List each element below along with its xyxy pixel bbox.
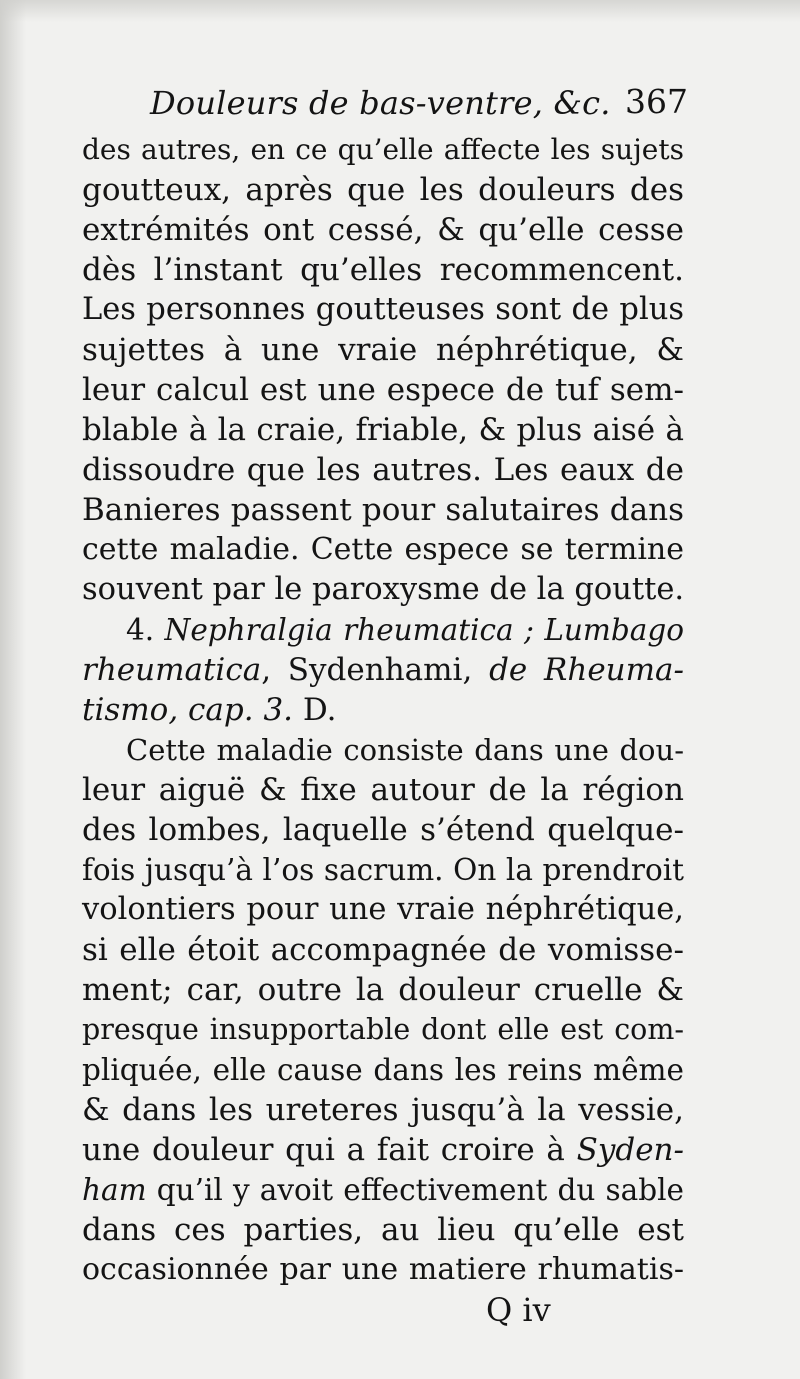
line-text: sujettes à une vraie néphrétique, & xyxy=(82,332,684,368)
text-line xyxy=(82,290,684,330)
line-text: Banieres passent pour salutaires dans xyxy=(82,492,684,528)
line-text: une douleur qui a fait croire à xyxy=(82,1132,577,1168)
text-line xyxy=(82,610,684,650)
text-line xyxy=(82,570,684,610)
line-text: leur calcul est une espece de tuf sem- xyxy=(82,372,684,408)
line-text: extrémités ont cessé, & qu’elle cesse xyxy=(82,212,684,248)
line-text: volontiers pour une vraie néphrétique, xyxy=(82,892,684,927)
text-line xyxy=(82,730,684,770)
italic-text: tismo, cap. 3. xyxy=(82,692,294,728)
line-text: fois jusqu’à l’os sacrum. On la prendroit xyxy=(82,853,684,887)
line-text: ment; car, outre la douleur cruelle & xyxy=(82,972,684,1008)
line-text: dans ces parties, au lieu qu’elle est xyxy=(82,1212,684,1248)
line-text: 4. xyxy=(126,613,165,647)
text-line xyxy=(82,450,684,490)
line-text: presque insupportable dont elle est com- xyxy=(82,1013,684,1046)
italic-text: Syden- xyxy=(576,1132,684,1168)
page-gutter-shadow xyxy=(0,0,26,1379)
line-text: blable à la craie, friable, & plus aisé à xyxy=(82,412,684,448)
running-title: Douleurs de bas-ventre, &c. xyxy=(150,84,611,122)
page-number: 367 xyxy=(625,82,688,121)
catchword: Q iv xyxy=(486,1291,551,1329)
text-line xyxy=(82,170,684,210)
line-text: Les personnes goutteuses sont de plus xyxy=(82,292,684,327)
page-top-shadow xyxy=(0,0,800,22)
text-line xyxy=(82,370,684,410)
text-line xyxy=(82,490,684,530)
text-line xyxy=(82,250,684,290)
text-line xyxy=(82,770,684,810)
italic-text: de Rheuma- xyxy=(489,652,684,688)
line-text: si elle étoit accompagnée de vomisse- xyxy=(82,932,684,968)
line-text: pliquée, elle cause dans les reins même xyxy=(82,1053,684,1087)
line-text: , Sydenhami, xyxy=(261,652,490,688)
text-line xyxy=(82,690,684,730)
line-text: dissoudre que les autres. Les eaux de xyxy=(82,452,684,488)
text-line xyxy=(82,970,684,1010)
text-line xyxy=(82,1170,684,1210)
text-line xyxy=(82,410,684,450)
line-text: leur aiguë & fixe autour de la région xyxy=(82,772,684,808)
line-text: D. xyxy=(293,692,337,728)
italic-text: Nephralgia rheumatica ; Lumbago xyxy=(164,613,684,647)
text-line xyxy=(82,1210,684,1250)
text-line xyxy=(82,1010,684,1050)
text-line xyxy=(82,210,684,250)
text-line xyxy=(82,530,684,570)
text-line xyxy=(82,650,684,690)
text-line xyxy=(82,930,684,970)
text-line xyxy=(82,810,684,850)
line-text: dès l’instant qu’elles recommencent. xyxy=(82,252,684,288)
italic-text: rheumatica xyxy=(82,652,262,688)
text-line xyxy=(82,850,684,890)
line-text: cette maladie. Cette espece se termine xyxy=(82,532,684,567)
line-text: des autres, en ce qu’elle affecte les sujets xyxy=(82,133,684,166)
line-text: occasionnée par une matiere rhumatis- xyxy=(82,1252,684,1287)
line-text: des lombes, laquelle s’étend quelque- xyxy=(82,812,684,848)
text-line xyxy=(82,130,684,170)
text-line xyxy=(82,1130,684,1170)
text-line xyxy=(82,1050,684,1090)
line-text: goutteux, après que les douleurs des xyxy=(82,172,684,208)
line-text: Cette maladie consiste dans une dou- xyxy=(126,733,684,767)
text-line xyxy=(82,1250,684,1290)
body-text xyxy=(82,130,684,1290)
text-line xyxy=(82,330,684,370)
line-text: souvent par le paroxysme de la goutte. xyxy=(82,572,685,607)
text-line xyxy=(82,1090,684,1130)
text-line xyxy=(82,890,684,930)
line-text: qu’il y avoit effectivement du sable xyxy=(146,1173,684,1207)
running-head xyxy=(150,80,690,130)
line-text: & dans les ureteres jusqu’à la vessie, xyxy=(82,1092,684,1128)
italic-text: ham xyxy=(82,1173,147,1207)
